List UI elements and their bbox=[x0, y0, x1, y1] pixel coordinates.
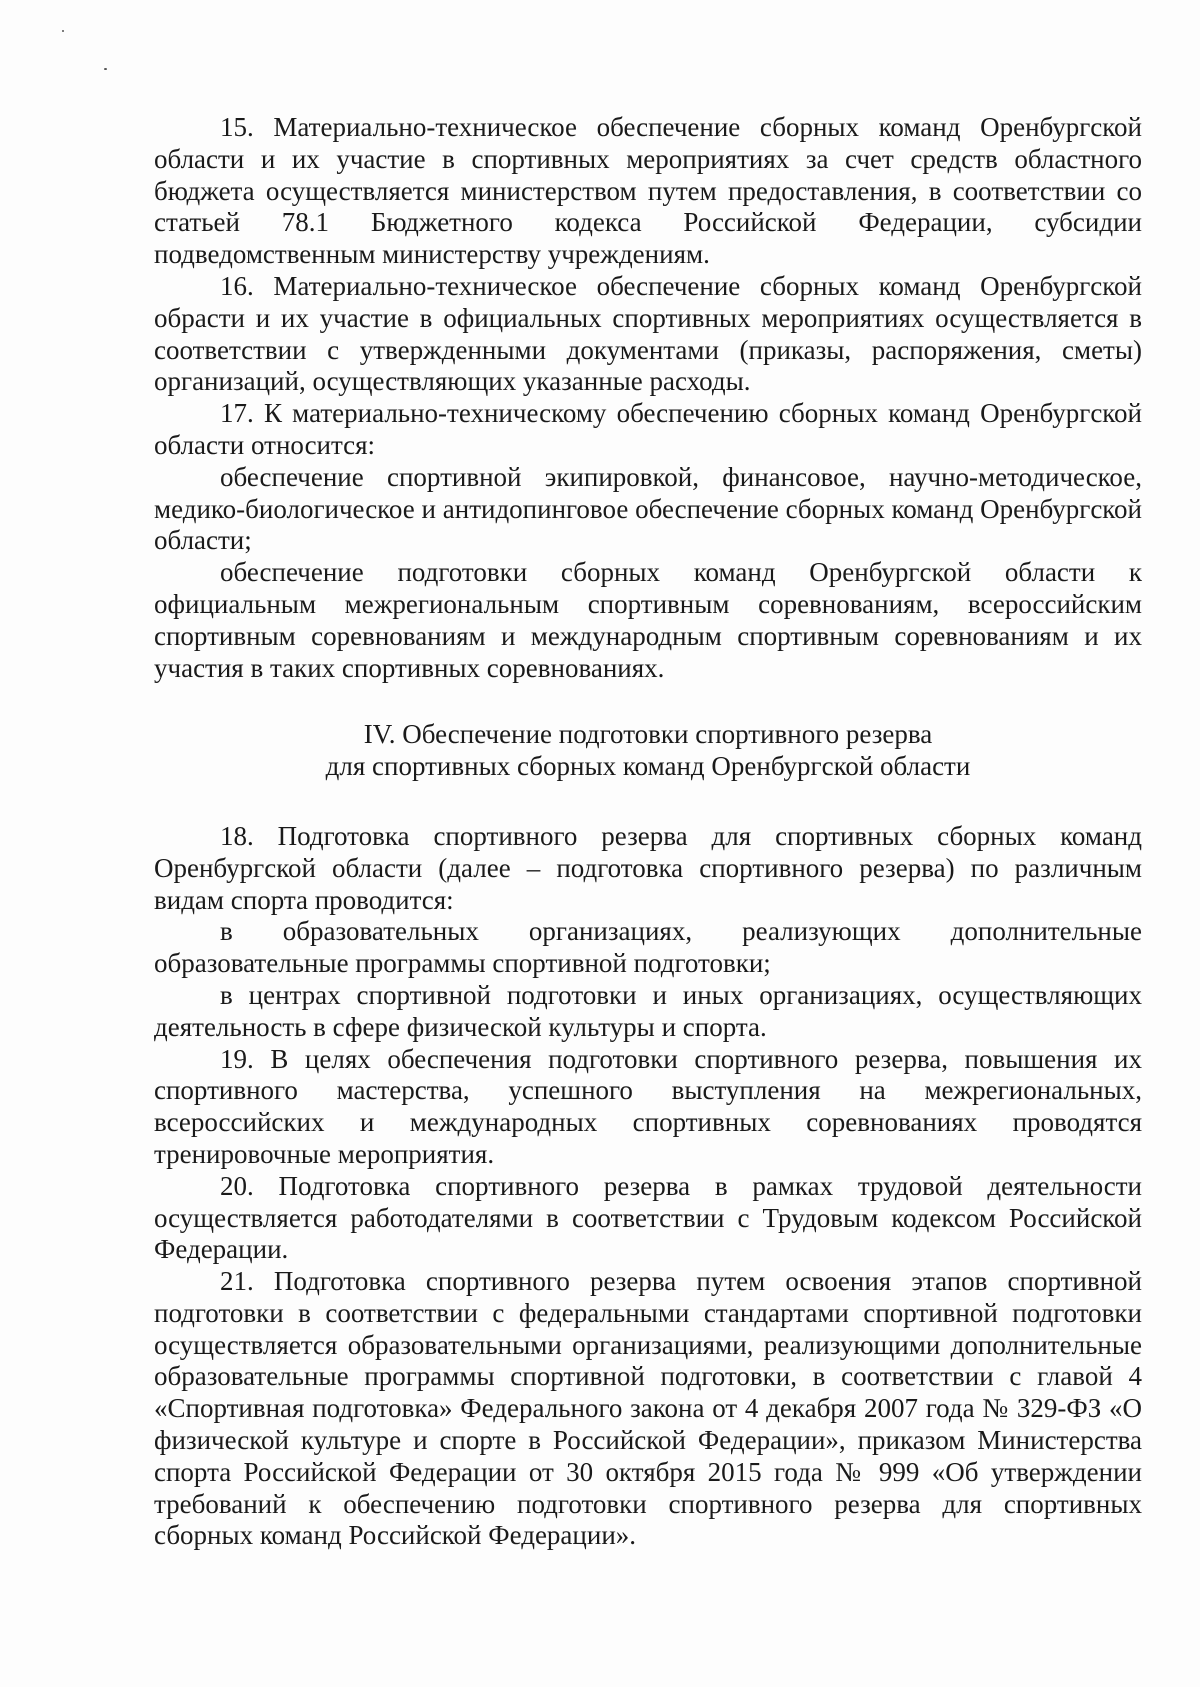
paragraph-18: 18. Подготовка спортивного резерва для спортивных сборных команд Оренбургской области (далее – подготовка спортивного резерва) по различным видам спорта проводится: bbox=[154, 820, 1142, 915]
document-body bbox=[154, 112, 1142, 1552]
section-heading-line-2: для спортивных сборных команд Оренбургской области bbox=[325, 751, 971, 782]
paragraph-18-item-2: в центрах спортивной подготовки и иных организациях, осуществляющих деятельность в сфере физической культуры и спорта. bbox=[154, 979, 1142, 1042]
scan-speck bbox=[104, 68, 107, 70]
paragraph-21: 21. Подготовка спортивного резерва путем освоения этапов спортивной подготовки в соответствии с федеральными стандартами спортивной подготовки осуществляется образовательными организациями, реализующими дополнительные образовательные программы спортивной подготовки, в соответствии с главой 4 «Спортивная подготовка» Федерального закона от 4 декабря 2007 года № 329-ФЗ «О физической культуре и спорте в Российской Федерации», приказом Министерства спорта Российской Федерации от 30 октября 2015 года № 999 «Об утверждении требований к обеспечению подготовки спортивного резерва для спортивных сборных команд Российской Федерации». bbox=[154, 1266, 1142, 1551]
scan-speck bbox=[62, 30, 64, 32]
paragraph-17-item-1: обеспечение спортивной экипировкой, финансовое, научно-методическое, медико-биологическое и антидопинговое обеспечение сборных команд Оренбургской области; bbox=[154, 461, 1142, 556]
paragraph-16: 16. Материально-техническое обеспечение сборных команд Оренбургской обрасти и их участие в официальных спортивных мероприятиях осуществляется в соответствии с утвержденными документами (приказы, распоряжения, сметы) организаций, осуществляющих указанные расходы. bbox=[154, 270, 1142, 397]
paragraph-15: 15. Материально-техническое обеспечение сборных команд Оренбургской области и их участие в спортивных мероприятиях за счет средств областного бюджета осуществляется министерством путем предоставления, в соответствии со статьей 78.1 Бюджетного кодекса Российской Федерации, субсидии подведомственным министерству учреждениям. bbox=[154, 112, 1142, 270]
paragraph-17-item-2: обеспечение подготовки сборных команд Оренбургской области к официальным межрегиональным спортивным соревнованиям, всероссийским спортивным соревнованиям и международным спортивным соревнованиям и их участия в таких спортивных соревнованиях. bbox=[154, 557, 1142, 683]
paragraph-20: 20. Подготовка спортивного резерва в рамках трудовой деятельности осуществляется работодателями в соответствии с Трудовым кодексом Российской Федерации. bbox=[154, 1170, 1142, 1265]
paragraph-19: 19. В целях обеспечения подготовки спортивного резерва, повышения их спортивного мастерства, успешного выступления на межрегиональных, всероссийских и международных спортивных соревнованиях проводятся тренировочные мероприятия. bbox=[154, 1043, 1142, 1169]
section-heading-line-1: IV. Обеспечение подготовки спортивного резерва bbox=[363, 719, 933, 750]
section-heading bbox=[154, 719, 1142, 783]
paragraph-18-item-1: в образовательных организациях, реализующих дополнительные образовательные программы спортивной подготовки; bbox=[154, 916, 1142, 979]
paragraph-17: 17. К материально-техническому обеспечению сборных команд Оренбургской области относится: bbox=[154, 398, 1142, 460]
